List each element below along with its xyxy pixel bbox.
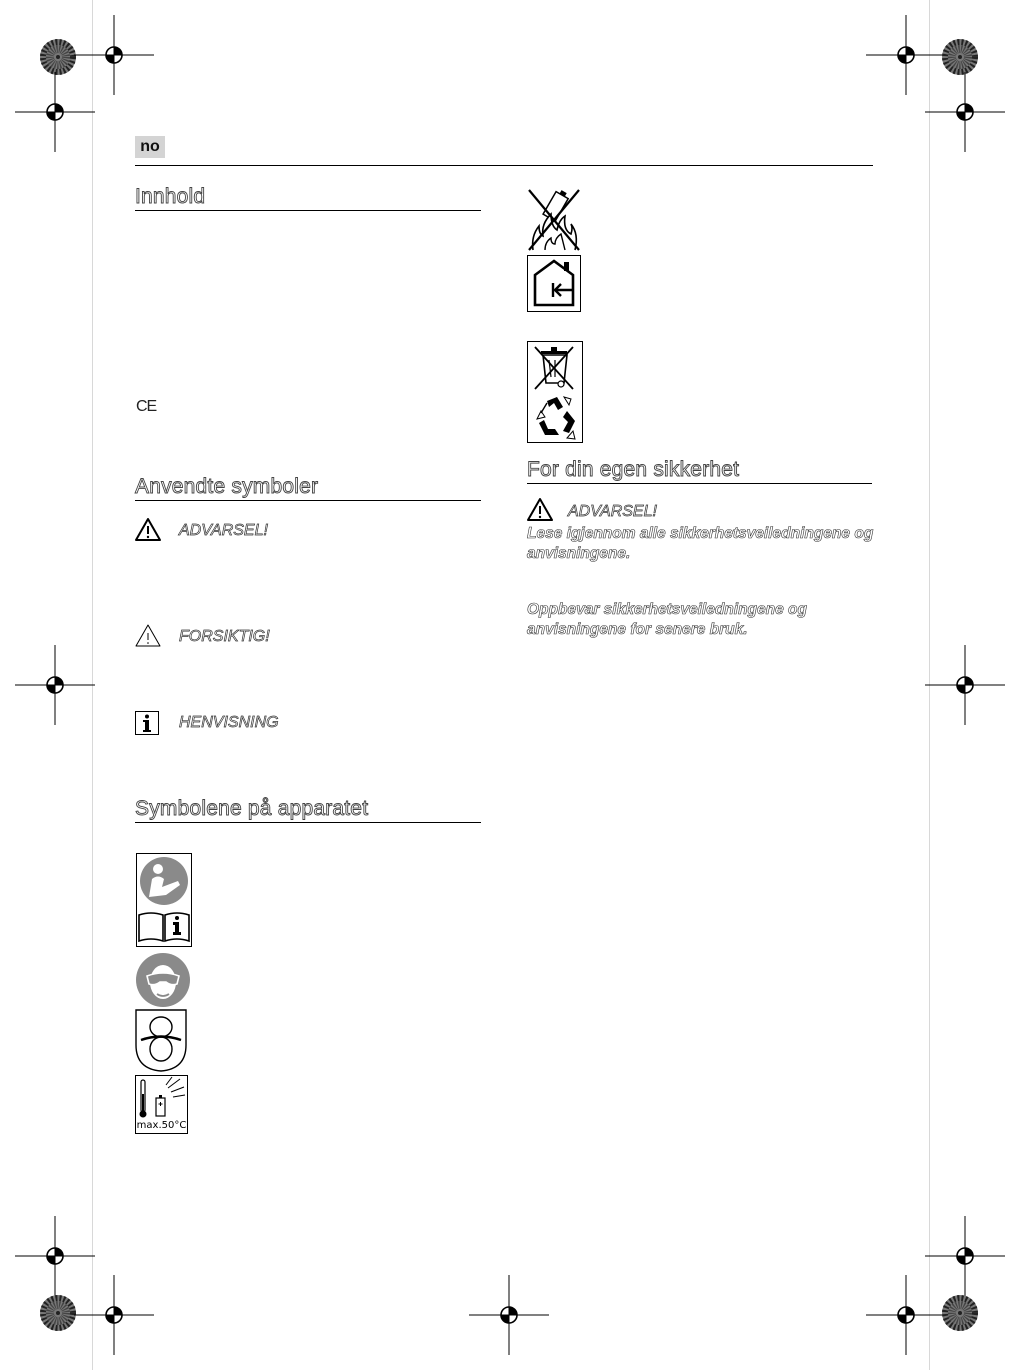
color-target-icon: [942, 1295, 978, 1331]
registration-cross-icon: [925, 1216, 1005, 1296]
signal-warning-label: ADVARSEL!: [179, 522, 268, 539]
registration-cross-icon: [74, 15, 154, 95]
registration-cross-icon: [866, 1275, 946, 1355]
thermometer-battery-icon: [136, 1076, 187, 1120]
color-target-icon: [40, 1295, 76, 1331]
wear-eye-protection-icon: [135, 952, 191, 1008]
registration-cross-icon: [469, 1275, 549, 1355]
safety-warning-label: ADVARSEL!: [568, 503, 657, 520]
device-symbols-heading: Symbolene på apparatet: [135, 797, 369, 820]
warning-triangle-icon: [134, 517, 162, 542]
signal-caution-label: FORSIKTIG!: [179, 628, 270, 645]
no-fire-battery-icon: [527, 186, 581, 252]
symbols-rule: [135, 500, 481, 501]
contents-rule: [135, 210, 481, 211]
language-tag: no: [135, 136, 165, 158]
symbols-heading: Anvendte symboler: [135, 475, 319, 498]
safety-heading: For din egen sikkerhet: [527, 458, 740, 481]
warning-triangle-icon: [526, 497, 554, 522]
contents-heading: Innhold: [135, 185, 206, 208]
device-symbols-rule: [135, 822, 481, 823]
registration-cross-icon: [15, 1216, 95, 1296]
indoor-use-icon: [527, 255, 581, 312]
safety-warning-text: Lese igjennom alle sikkerhetsveiledningene og anvisningene.: [527, 525, 874, 562]
signal-note-label: HENVISNING: [179, 714, 279, 731]
registration-cross-icon: [15, 645, 95, 725]
safety-rule: [527, 483, 872, 484]
registration-cross-icon: [925, 645, 1005, 725]
registration-cross-icon: [866, 15, 946, 95]
ce-mark: CE: [136, 398, 157, 415]
registration-cross-icon: [74, 1275, 154, 1355]
registration-cross-icon: [925, 72, 1005, 152]
max-temperature-symbol: [135, 1075, 188, 1134]
header-rule: [135, 165, 873, 166]
max-temperature-label: max.50°C: [136, 1120, 187, 1131]
color-target-icon: [40, 39, 76, 75]
registration-cross-icon: [15, 72, 95, 152]
crossed-bin-icon: [527, 341, 583, 443]
color-target-icon: [942, 39, 978, 75]
safety-keep-text: Oppbevar sikkerhetsveiledningene og anvisningene for senere bruk.: [527, 601, 807, 638]
ear-protection-icon: [135, 1009, 187, 1072]
read-manual-icon: [136, 853, 192, 947]
caution-triangle-icon: [134, 623, 162, 648]
info-icon: [135, 711, 159, 735]
